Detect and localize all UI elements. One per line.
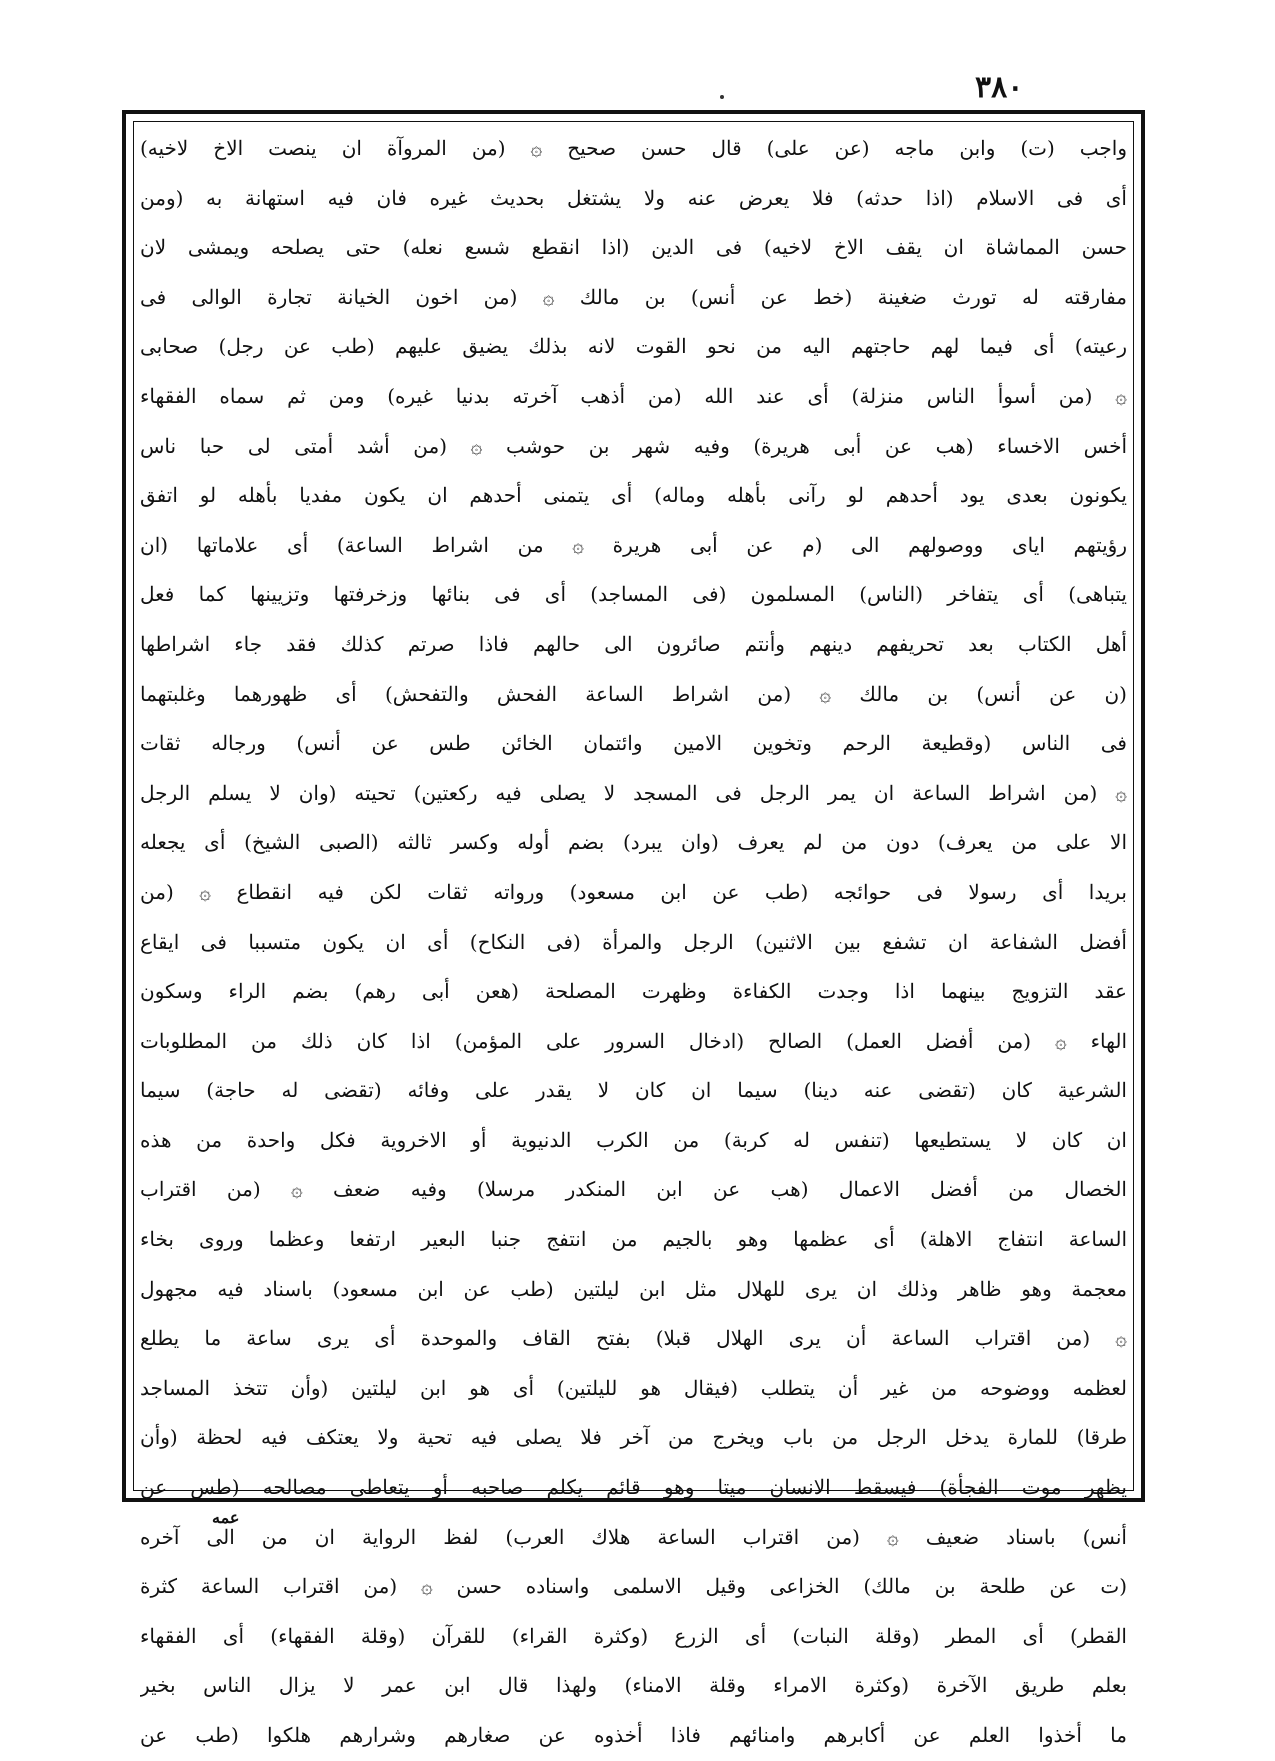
page-number: ٣٨٠ — [975, 70, 1024, 105]
text-line: ان كان لا يستطيعها (تنفس له كربة) من الكرب الدنيوية أو الاخروية فكل واحدة من هذه — [140, 1127, 1127, 1152]
text-line: رعيته) أى فيما لهم حاجتهم اليه من نحو القوت لانه بذلك يضيق عليهم (طب عن رجل) صحابى — [140, 334, 1127, 359]
text-line: لعظمه ووضوحه من غير أن يتطلب (فيقال هو لليلتين) أى هو ابن ليلتين (وأن تتخذ المساجد — [140, 1375, 1127, 1400]
text-line: مفارقته له تورث ضغينة (خط عن أنس) بن مالك ۞ (من اخون الخيانة تجارة الوالى فى — [140, 284, 1127, 309]
text-line: الساعة انتفاج الاهلة) أى عظمها وهو بالجيم من انتفج جنبا البعير ارتفعا وعظما وروى بخاء — [140, 1227, 1127, 1252]
text-line: حسن المماشاة ان يقف الاخ لاخيه) فى الدين (اذا انقطع شسع نعله) حتى يصلحه ويمشى لان — [140, 235, 1127, 260]
ornament-dot — [720, 95, 724, 99]
text-line: فى الناس (وقطيعة الرحم وتخوين الامين وائتمان الخائن طس عن أنس) ورجاله ثقات — [140, 731, 1127, 756]
text-line: رؤيتهم اياى ووصولهم الى (م عن أبى هريرة ۞ من اشراط الساعة) أى علاماتها (ان — [140, 532, 1127, 557]
text-line: الخصال من أفضل الاعمال (هب عن ابن المنكدر مرسلا) وفيه ضعف ۞ (من اقتراب — [140, 1177, 1127, 1202]
text-line: معجمة وهو ظاهر وذلك ان يرى للهلال مثل ابن ليلتين (طب عن ابن مسعود) باسناد فيه مجهول — [140, 1276, 1127, 1301]
text-line: عقد التزويج بينهما اذا وجدت الكفاءة وظهرت المصلحة (هعن أبى رهم) بضم الراء وسكون — [140, 979, 1127, 1004]
text-line: أهل الكتاب بعد تحريفهم دينهم وأنتم صائرون الى حالهم فاذا صرتم كذلك فقد جاء اشراطها — [140, 631, 1127, 656]
text-line: ما أخذوا العلم عن أكابرهم وامنائهم فاذا أخذوه عن صغارهم وشرارهم هلكوا (طب عن — [140, 1723, 1127, 1747]
text-line: يظهر موت الفجأة) فيسقط الانسان ميتا وهو قائم يكلم صاحبه أو يتعاطى مصالحه (طس عن — [140, 1475, 1127, 1500]
text-line: أى فى الاسلام (اذا حدثه) فلا يعرض عنه ولا يشتغل بحديث غيره فان فيه استهانة به (ومن — [140, 185, 1127, 210]
text-line: أنس) باسناد ضعيف ۞ (من اقتراب الساعة هلاك العرب) لفظ الرواية ان من الى آخره — [140, 1524, 1127, 1549]
commentary-text — [140, 124, 1127, 1761]
text-line: بريدا أى رسولا فى حوائجه (طب عن ابن مسعود) ورواته ثقات لكن فيه انقطاع ۞ (من — [140, 879, 1127, 904]
text-line: واجب (ت) وابن ماجه (عن على) قال حسن صحيح ۞ (من المروآة ان ينصت الاخ لاخيه) — [140, 136, 1127, 160]
text-line: يتباهى) أى يتفاخر (الناس) المسلمون (فى المساجد) أى فى بنائها وزخرفتها وتزيينها كما فعل — [140, 582, 1127, 607]
text-line: (ت عن طلحة بن مالك) الخزاعى وقيل الاسلمى واسناده حسن ۞ (من اقتراب الساعة كثرة — [140, 1574, 1127, 1599]
text-line: أفضل الشفاعة ان تشفع بين الاثنين) الرجل والمرأة (فى النكاح) أى ان يكون متسببا فى ايقاع — [140, 929, 1127, 954]
text-line: الهاء ۞ (من أفضل العمل) الصالح (ادخال السرور على المؤمن) اذا كان ذلك من المطلوبات — [140, 1028, 1127, 1053]
text-line: ۞ (من اشراط الساعة ان يمر الرجل فى المسجد لا يصلى فيه ركعتين) تحيته (وان لا يسلم الرجل — [140, 780, 1127, 805]
text-line: القطر) أى المطر (وقلة النبات) أى الزرع (وكثرة القراء) للقرآن (وقلة الفقهاء) أى الفقهاء — [140, 1623, 1127, 1648]
text-line: يكونون بعدى يود أحدهم لو رآنى بأهله وماله) أى يتمنى أحدهم ان يكون مفديا بأهله لو اتفق — [140, 483, 1127, 508]
text-line: الا على من يعرف) دون من لم يعرف (وان يبرد) بضم أوله وكسر ثالثه (الصبى الشيخ) أى يجعله — [140, 830, 1127, 855]
catchword: عمه — [212, 1508, 240, 1527]
text-line: طرقا) للمارة يدخل الرجل من باب ويخرج من آخر فلا يصلى فيه تحية ولا يعتكف فيه لحظة (وأن — [140, 1425, 1127, 1450]
text-line: (ن عن أنس) بن مالك ۞ (من اشراط الساعة الفحش والتفحش) أى ظهورهما وغلبتهما — [140, 681, 1127, 706]
text-line: ۞ (من أسوأ الناس منزلة) أى عند الله (من أذهب آخرته بدنيا غيره) ومن ثم سماه الفقهاء — [140, 383, 1127, 408]
text-line: أخس الاخساء (هب عن أبى هريرة) وفيه شهر بن حوشب ۞ (من أشد أمتى لى حبا ناس — [140, 433, 1127, 458]
text-line: الشرعية كان (تقضى عنه دينا) سيما ان كان لا يقدر على وفائه (تقضى له حاجة) سيما — [140, 1078, 1127, 1103]
text-line: بعلم طريق الآخرة (وكثرة الامراء وقلة الامناء) ولهذا قال ابن عمر لا يزال الناس بخير — [140, 1673, 1127, 1698]
text-line: ۞ (من اقتراب الساعة أن يرى الهلال قبلا) بفتح القاف والموحدة أى يرى ساعة ما يطلع — [140, 1326, 1127, 1351]
